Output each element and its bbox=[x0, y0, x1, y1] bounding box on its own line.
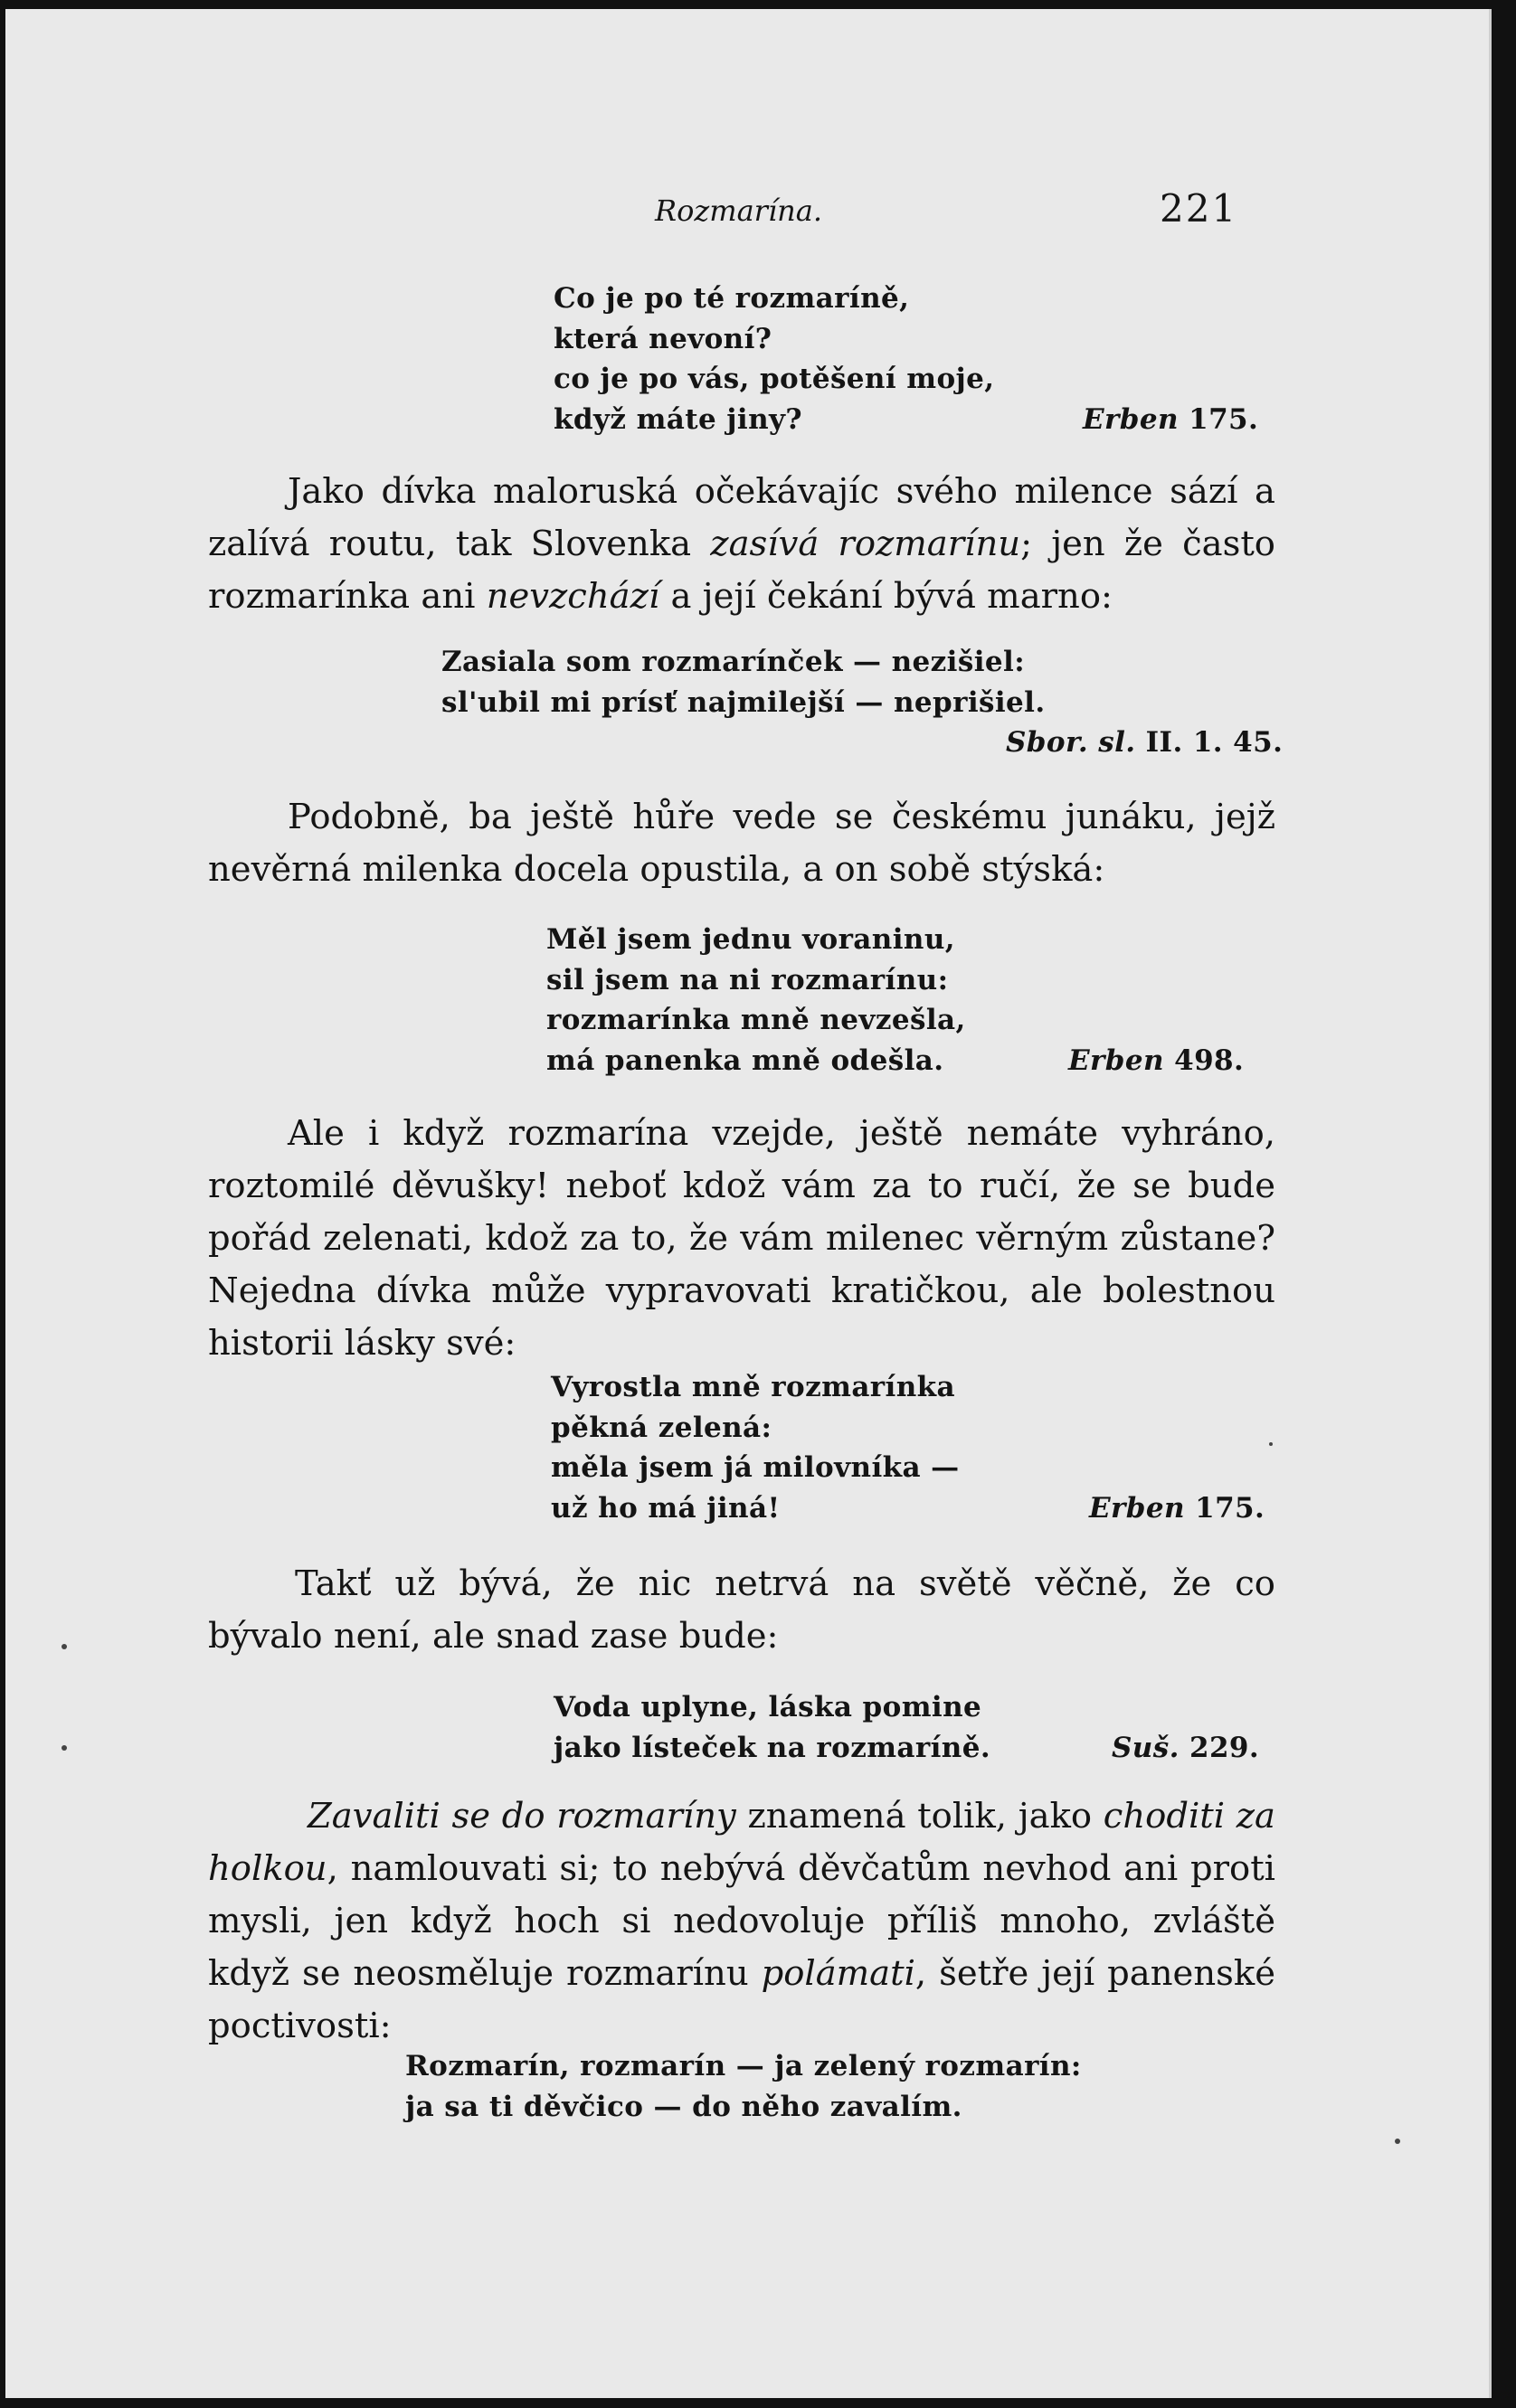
book-page bbox=[5, 9, 1492, 2398]
para5-text-3: , šetře její panenské poctivosti: bbox=[208, 1953, 1275, 2046]
para5-italic-3: polámati bbox=[761, 1953, 915, 1994]
verse-line-text: jako lísteček na rozmaríně. bbox=[554, 1731, 991, 1764]
paragraph-text: Takť už bývá, že nic netrvá na světě věčně, že co bývalo není, ale snad zase bude: bbox=[208, 1563, 1275, 1657]
verse-block-4 bbox=[551, 1367, 1265, 1528]
verse-line-text: když máte jiny? bbox=[554, 402, 802, 436]
verse-line: Vyrostla mně rozmarínka bbox=[551, 1371, 956, 1403]
paragraph-text bbox=[208, 466, 1275, 623]
paragraph-5 bbox=[208, 1790, 1275, 2053]
para1-mid: ; jen že často rozmarínka ani bbox=[208, 524, 1275, 617]
scan-speck bbox=[62, 1644, 67, 1649]
scan-speck bbox=[1269, 1442, 1273, 1446]
verse-line: sl'ubil mi prísť najmilejší — neprišiel. bbox=[441, 685, 1046, 719]
verse-line: rozmarínka mně nevzešla, bbox=[546, 1004, 966, 1036]
para5-italic-2: choditi za holkou bbox=[208, 1796, 1275, 1889]
verse-line: která nevoní? bbox=[554, 322, 772, 355]
paragraph-text bbox=[208, 1790, 1275, 2053]
verse-line: co je po vás, potěšení moje, bbox=[554, 363, 995, 395]
verse-line: Měl jsem jednu voraninu, bbox=[546, 923, 955, 956]
page-number: 221 bbox=[1160, 186, 1238, 231]
scan-speck bbox=[1395, 2139, 1400, 2144]
para1-italic-2: nevzchází bbox=[486, 576, 660, 617]
para5-text-1: znamená tolik, jako bbox=[747, 1796, 1093, 1837]
verse-block-1 bbox=[554, 279, 1259, 439]
source-work: Sbor. sl. bbox=[1006, 726, 1136, 759]
verse-line: pěkná zelená: bbox=[551, 1411, 772, 1444]
paragraph-1 bbox=[208, 466, 1275, 623]
paragraph-text: Ale i když rozmarína vzejde, ještě nemáte vyhráno, roztomilé děvušky! neboť kdož vám za to ručí, že se bude pořád zelenati, kdož za to, že vám milenec věrným zůstane? Nejedna dívka může vypravovati kratičkou, ale bolestnou historii lásky své: bbox=[208, 1113, 1275, 1364]
paragraph-2 bbox=[208, 791, 1275, 896]
running-head bbox=[5, 186, 1489, 241]
verse-source bbox=[1089, 1488, 1265, 1529]
verse-line: Voda uplyne, láska pomine bbox=[554, 1691, 982, 1723]
source-ref: 229. bbox=[1189, 1731, 1260, 1764]
scan-speck bbox=[62, 1745, 67, 1751]
verse-line bbox=[554, 400, 1259, 440]
verse-source bbox=[1083, 400, 1258, 440]
source-work: Erben bbox=[1089, 1491, 1185, 1525]
verse-line bbox=[546, 1041, 1252, 1081]
verse-block-2 bbox=[441, 642, 1284, 759]
source-work: Suš. bbox=[1112, 1731, 1180, 1764]
verse-line: Zasiala som rozmarínček — nezišiel: bbox=[441, 646, 1026, 678]
source-ref: II. 1. 45. bbox=[1145, 726, 1284, 759]
para1-italic-1: zasívá rozmarínu bbox=[710, 524, 1021, 564]
verse-line: ja sa ti děvčico — do něho zavalím. bbox=[405, 2090, 962, 2123]
source-ref: 498. bbox=[1174, 1043, 1245, 1077]
verse-line bbox=[554, 1728, 1259, 1769]
para5-italic-1: Zavaliti se do rozmaríny bbox=[308, 1796, 736, 1837]
verse-source bbox=[1006, 722, 1283, 763]
verse-line: Rozmarín, rozmarín — ja zelený rozmarín: bbox=[405, 2050, 1082, 2082]
source-work: Erben bbox=[1068, 1043, 1164, 1077]
verse-line-text: už ho má jiná! bbox=[551, 1491, 781, 1525]
source-ref: 175. bbox=[1189, 402, 1259, 436]
paragraph-text: Podobně, ba ještě hůře vede se českému junáku, jejž nevěrná milenka docela opustila, a on sobě stýská: bbox=[208, 797, 1275, 890]
verse-block-5 bbox=[554, 1687, 1259, 1768]
verse-block-6 bbox=[405, 2046, 1219, 2127]
para1-before: Jako dívka maloruská očekávajíc svého milence sází a zalívá routu, tak Slovenka bbox=[208, 471, 1275, 564]
para1-after: a její čekání bývá marno: bbox=[670, 576, 1113, 617]
verse-block-3 bbox=[546, 920, 1252, 1081]
verse-line: sil jsem na ni rozmarínu: bbox=[546, 963, 949, 996]
para5-text-2: , namlouvati si; to nebývá děvčatům nevhod ani proti mysli, jen když hoch si nedovoluje příliš mnoho, zvláště když se neosměluje rozmarínu bbox=[208, 1848, 1275, 1994]
paragraph-4 bbox=[208, 1558, 1275, 1663]
paragraph-3 bbox=[208, 1108, 1275, 1370]
verse-line: měla jsem já milovníka — bbox=[551, 1451, 960, 1484]
verse-source bbox=[1068, 1041, 1244, 1081]
source-ref: 175. bbox=[1195, 1491, 1265, 1525]
verse-line: Co je po té rozmaríně, bbox=[554, 282, 910, 315]
source-work: Erben bbox=[1083, 402, 1179, 436]
verse-line-text: má panenka mně odešla. bbox=[546, 1043, 944, 1077]
verse-source bbox=[1112, 1728, 1259, 1769]
running-title: Rozmarína. bbox=[655, 194, 823, 228]
verse-line bbox=[551, 1488, 1265, 1529]
